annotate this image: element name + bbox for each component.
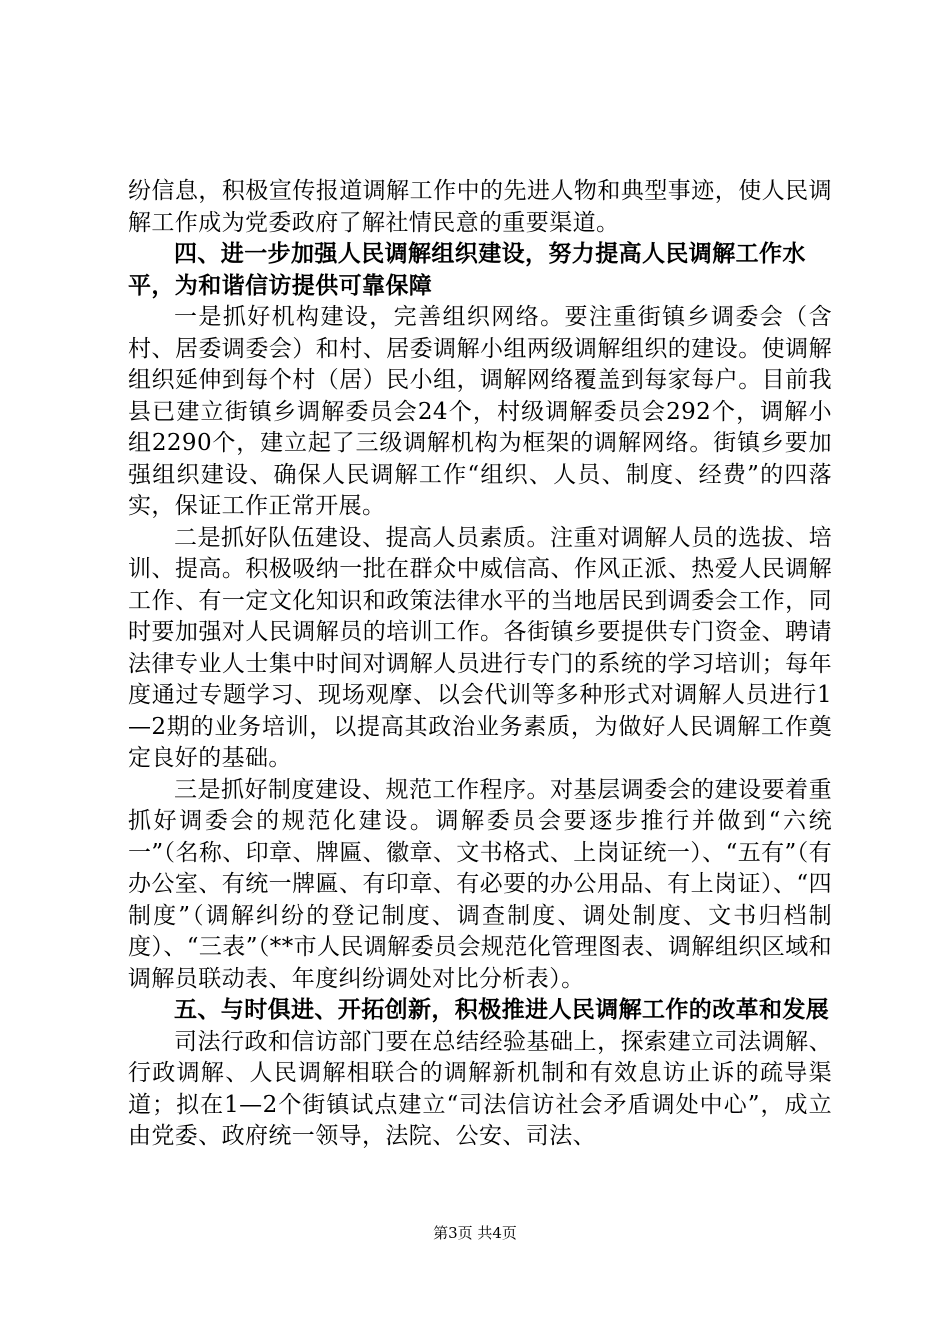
paragraph-system: 三是抓好制度建设、规范工作程序。对基层调委会的建设要着重抓好调委会的规范化建设。调解委员会要逐步推行并做到“六统一”（名称、印章、牌匾、徽章、文书格式、上岗证统一）、“五有”（有办公室、有统一牌匾、有印章、有必要的办公用品、有上岗证）、“四制度”（调解纠纷的登记制度、调查制度、调处制度、文书归档制度）、“三表”（**市人民调解委员会规范化管理图表、调解组织区域和调解员联动表、年度纠纷调处对比分析表）。 [128,776,832,992]
paragraph-organization: 一是抓好机构建设，完善组织网络。要注重街镇乡调委会（含村、居委调委会）和村、居委调解小组两级调解组织的建设。使调解组织延伸到每个村（居）民小组，调解网络覆盖到每家每户。目前我县已建立街镇乡调解委员会24个，村级调解委员会292个，调解小组2290个，建立起了三级调解机构为框架的调解网络。街镇乡要加强组织建设、确保人民调解工作“组织、人员、制度、经费”的四落实，保证工作正常开展。 [128,304,832,519]
section-heading-four: 四、进一步加强人民调解组织建设，努力提高人民调解工作水平，为和谐信访提供可靠保障 [128,241,806,299]
paragraph-innovation: 司法行政和信访部门要在总结经验基础上，探索建立司法调解、行政调解、人民调解相联合的调解新机制和有效息访止诉的疏导渠道；拟在1—2个街镇试点建立“司法信访社会矛盾调处中心”，成立由党委、政府统一领导，法院、公安、司法、 [128,1028,832,1149]
paragraph-team: 二是抓好队伍建设、提高人员素质。注重对调解人员的选拔、培训、提高。积极吸纳一批在群众中威信高、作风正派、热爱人民调解工作、有一定文化知识和政策法律水平的当地居民到调委会工作，同时要加强对人民调解员的培训工作。各街镇乡要提供专门资金、聘请法律专业人士集中时间对调解人员进行专门的系统的学习培训；每年度通过专题学习、现场观摩、以会代训等多种形式对调解人员进行1—2期的业务培训，以提高其政治业务素质，为做好人民调解工作奠定良好的基础。 [128,524,832,771]
page-footer: 第3页 共4页 [433,1224,517,1242]
document-body [128,176,832,1153]
paragraph-continuation: 纷信息，积极宣传报道调解工作中的先进人物和典型事迹，使人民调解工作成为党委政府了解社情民意的重要渠道。 [128,178,832,236]
section-heading-five: 五、与时俱进、开拓创新，积极推进人民调解工作的改革和发展 [174,997,830,1023]
